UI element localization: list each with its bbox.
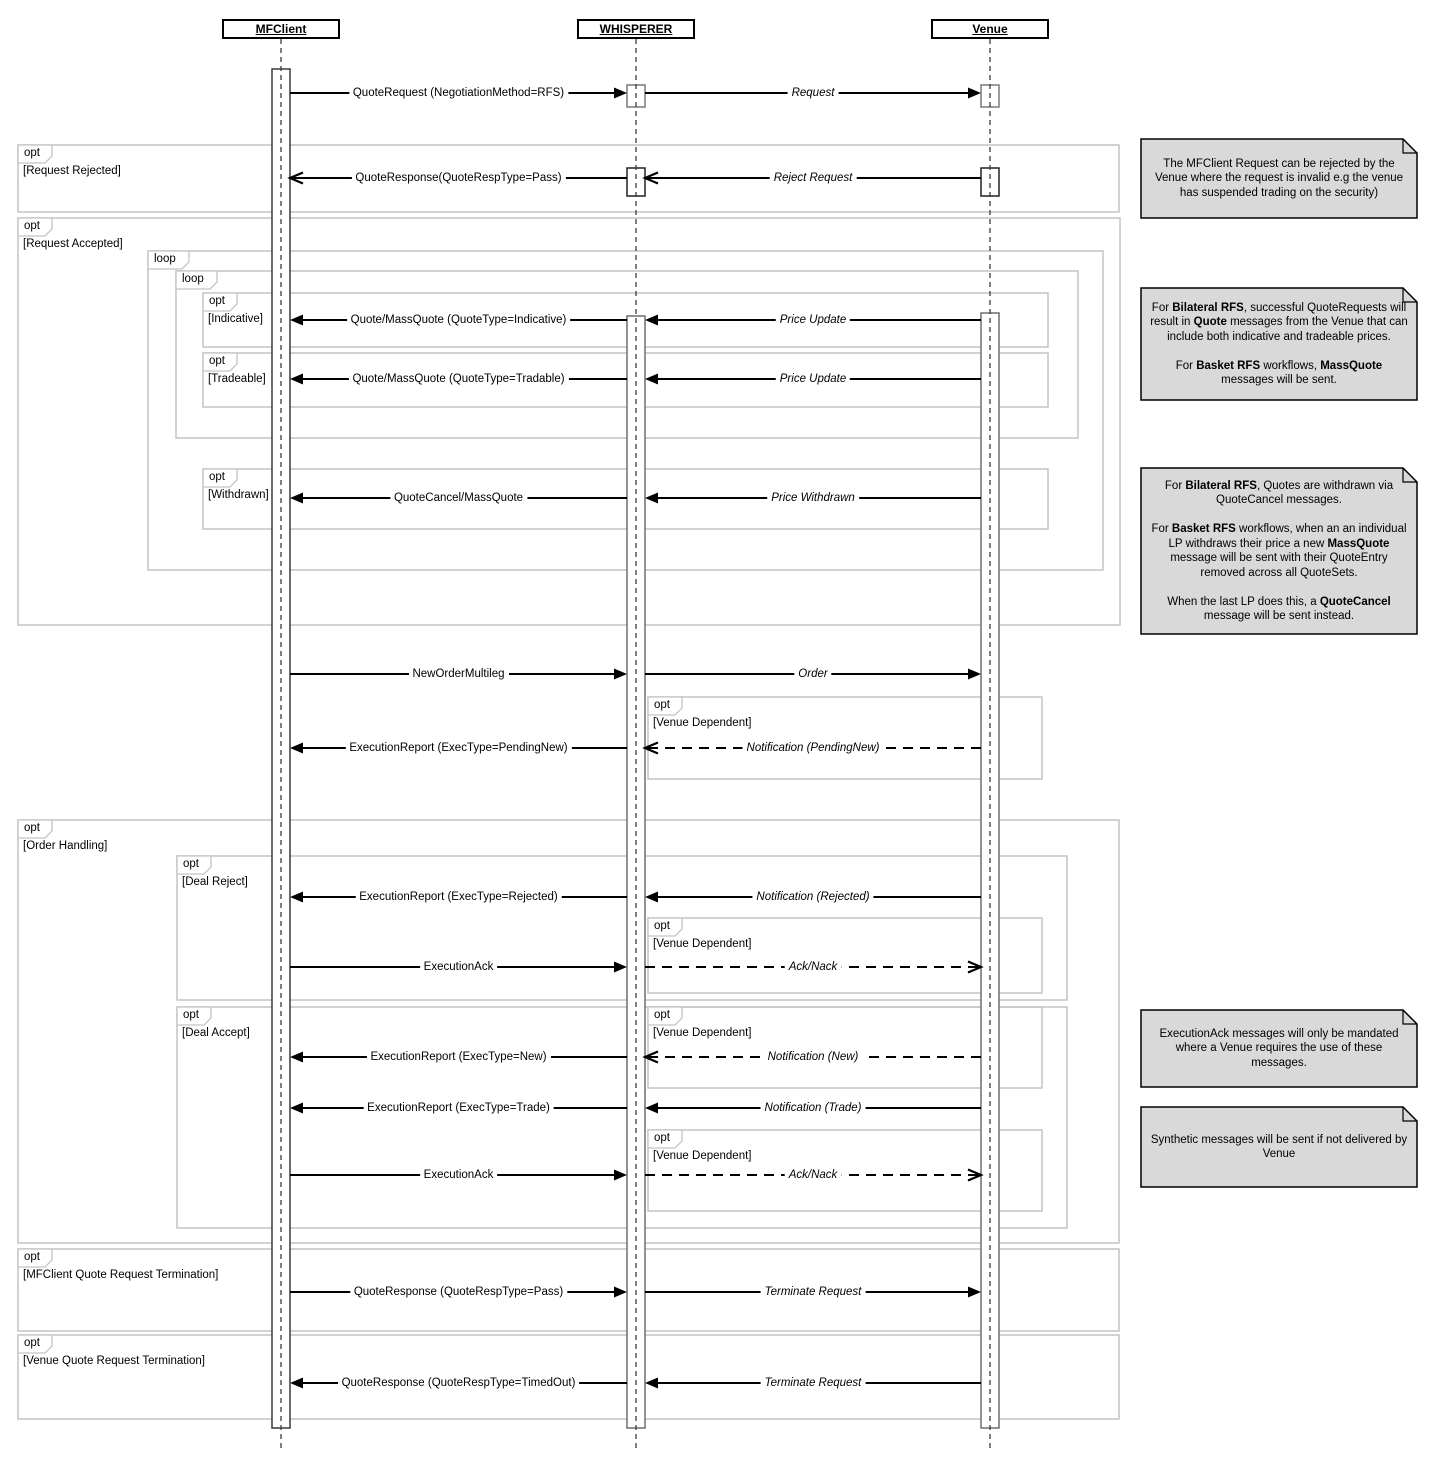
fragment-operator-label: opt (24, 1337, 40, 1349)
message-executionreport-exectype-pendingnew-label: ExecutionReport (ExecType=PendingNew) (345, 741, 571, 755)
guard-label-tradeable: [Tradeable] (208, 373, 266, 385)
message-quoterequest-negotiationmethod-rfs-label: QuoteRequest (NegotiationMethod=RFS) (349, 86, 568, 100)
message-executionreport-exectype-new-label: ExecutionReport (ExecType=New) (366, 1050, 550, 1064)
note-text-5 (1150, 1107, 1408, 1187)
message-terminate-request-label: Terminate Request (761, 1376, 866, 1390)
message-price-update-label: Price Update (776, 313, 850, 327)
guard-label-indicative: [Indicative] (208, 313, 263, 325)
note-text-1 (1150, 139, 1408, 218)
fragment-operator-label: opt (654, 699, 670, 711)
fragment-operator-label: opt (183, 858, 199, 870)
fragment-operator-label: opt (209, 471, 225, 483)
fragment-operator-label: opt (24, 220, 40, 232)
message-executionreport-exectype-rejected-label: ExecutionReport (ExecType=Rejected) (355, 890, 561, 904)
note-text-content: ExecutionAck messages will only be mandated where a Venue requires the use of these messages. (1159, 1027, 1399, 1069)
note-text-2 (1150, 288, 1408, 400)
note-text-content: For Bilateral RFS, Quotes are withdrawn via QuoteCancel messages. For Basket RFS workflows, when an an individual LP withdraws their price a new MassQuote message will be sent with their QuoteEntry removed across all QuoteSets. When the last LP does this, a QuoteCancel message will be sent instead. (1151, 479, 1407, 622)
guard-label-venue-dependent: [Venue Dependent] (653, 717, 752, 729)
actor-box-whisperer: WHISPERER (577, 19, 695, 39)
guard-label-withdrawn: [Withdrawn] (208, 489, 269, 501)
message-reject-request-label: Reject Request (770, 171, 857, 185)
message-notification-trade-label: Notification (Trade) (761, 1101, 866, 1115)
guard-label-mfclient-quote-request-termination: [MFClient Quote Request Termination] (23, 1269, 219, 1281)
message-quotecancel-massquote-label: QuoteCancel/MassQuote (390, 491, 527, 505)
fragment-operator-label: opt (24, 147, 40, 159)
message-request-label: Request (788, 86, 839, 100)
actor-box-mfclient: MFClient (222, 19, 340, 39)
guard-label-order-handling: [Order Handling] (23, 840, 108, 852)
message-quoteresponse-quoteresptype-pass-label: QuoteResponse(QuoteRespType=Pass) (351, 171, 565, 185)
message-terminate-request-label: Terminate Request (761, 1285, 866, 1299)
fragment-operator-label: opt (24, 1251, 40, 1263)
guard-label-venue-quote-request-termination: [Venue Quote Request Termination] (23, 1355, 205, 1367)
message-ack-nack-label: Ack/Nack (785, 1168, 842, 1182)
message-notification-rejected-label: Notification (Rejected) (752, 890, 873, 904)
message-executionack-label: ExecutionAck (420, 960, 498, 974)
guard-label-deal-reject: [Deal Reject] (182, 876, 248, 888)
guard-label-venue-dependent: [Venue Dependent] (653, 1027, 752, 1039)
guard-label-deal-accept: [Deal Accept] (182, 1027, 250, 1039)
guard-label-request-accepted: [Request Accepted] (23, 238, 123, 250)
message-quoteresponse-quoteresptype-timedout-label: QuoteResponse (QuoteRespType=TimedOut) (338, 1376, 580, 1390)
note-text-content: The MFClient Request can be rejected by the Venue where the request is invalid e.g the venue has suspended trading on the security) (1154, 157, 1404, 199)
fragment-operator-label: opt (654, 1009, 670, 1021)
message-ack-nack-label: Ack/Nack (785, 960, 842, 974)
fragment-operator-label: opt (183, 1009, 199, 1021)
guard-label-venue-dependent: [Venue Dependent] (653, 1150, 752, 1162)
fragment-operator-label: loop (154, 253, 176, 265)
note-text-4 (1150, 1010, 1408, 1087)
message-executionreport-exectype-trade-label: ExecutionReport (ExecType=Trade) (363, 1101, 554, 1115)
guard-label-venue-dependent: [Venue Dependent] (653, 938, 752, 950)
fragment-operator-label: opt (209, 355, 225, 367)
fragment-operator-label: opt (654, 920, 670, 932)
actor-box-venue: Venue (931, 19, 1049, 39)
note-text-3 (1150, 468, 1408, 634)
message-notification-new-label: Notification (New) (764, 1050, 863, 1064)
note-text-content: Synthetic messages will be sent if not delivered by Venue (1150, 1133, 1408, 1160)
message-newordermultileg-label: NewOrderMultileg (408, 667, 508, 681)
fragment-operator-label: opt (24, 822, 40, 834)
message-price-update-label: Price Update (776, 372, 850, 386)
fragment-operator-label: opt (209, 295, 225, 307)
guard-label-request-rejected: [Request Rejected] (23, 165, 121, 177)
message-quote-massquote-quotetype-indicative-label: Quote/MassQuote (QuoteType=Indicative) (347, 313, 571, 327)
message-notification-pendingnew-label: Notification (PendingNew) (743, 741, 884, 755)
message-order-label: Order (794, 667, 831, 681)
message-price-withdrawn-label: Price Withdrawn (767, 491, 859, 505)
note-text-content: For Bilateral RFS, successful QuoteRequests will result in Quote messages from the Venue that can include both indicative and tradeable prices. For Basket RFS workflows, MassQuote messages will be sent. (1150, 301, 1408, 386)
message-executionack-label: ExecutionAck (420, 1168, 498, 1182)
fragment-operator-label: opt (654, 1132, 670, 1144)
message-quote-massquote-quotetype-tradable-label: Quote/MassQuote (QuoteType=Tradable) (348, 372, 568, 386)
fragment-operator-label: loop (182, 273, 204, 285)
message-quoteresponse-quoteresptype-pass-label: QuoteResponse (QuoteRespType=Pass) (350, 1285, 567, 1299)
